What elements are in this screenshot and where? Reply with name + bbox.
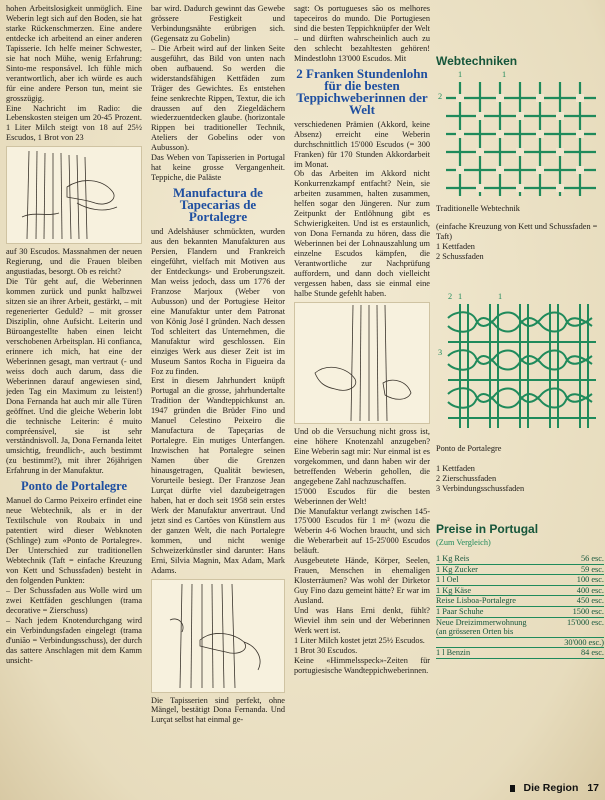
- section-heading: 2 Franken Stundenlohn für die besten Teppichweberinnen der Welt: [296, 65, 428, 117]
- price-row: [436, 618, 604, 638]
- paragraph: Und ob die Versuchung nicht gross ist, eine höhere Knotenzahl anzugeben? Eine Weberin sagt mir: Nur einmal ist es vorgekommen, und dann haben wir der betreffenden Weberin gehollen, die angegebene Zahl nachzuschaffen.: [294, 426, 430, 486]
- page-footer: [504, 782, 599, 794]
- prices-title: Preise in Portugal: [436, 522, 539, 536]
- price-item: 1 Kg Zucker: [436, 564, 478, 574]
- paragraph: hohen Arbeitslosigkeit unmöglich. Eine Weberin legt sich auf den Boden, sie hat starke Rückenschmerzen. Eine andere entdecke ich arbeitend an einer anderen Tapisserie. Ich helfe meiner Schwester, sie hat noch Mühe, wenig Erfahrung: Sinto-me responsável. Ich fühle mich verantwortlich, aber ich würde es auch für eine andere Person tun, meint sie grosszügig.: [6, 4, 142, 103]
- price-item: 1 Paar Schuhe: [436, 606, 484, 616]
- price-value: 59 esc.: [580, 564, 604, 574]
- paragraph: verschiedenen Prämien (Akkord, keine Absenz) erreicht eine Weberin durchschnittlich 15'000 Escudos (= 300 Franken) für 170 Stunden Akkordarbeit im Monat.: [294, 119, 430, 169]
- sketch-hands-weaving: [6, 146, 142, 244]
- price-row: [436, 554, 604, 565]
- legend-item: 1 Kettfaden: [436, 464, 475, 473]
- price-item: 1 Kg Käse: [436, 585, 472, 595]
- price-value: 30'000 esc.): [564, 637, 604, 647]
- price-row: [436, 648, 604, 659]
- paragraph: Ob das Arbeiten im Akkord nicht Konkurrenzkampf entfacht? Nein, sie arbeiten zusammen, halten zusammen, helfen sogar den Jüngeren. Nur zum Zeitpunkt der Entlöhnung gibt es Schwierigkeiten. Und ist es erstaunlich, von Dona Fernanda zu hören, dass die Weberinnen bei der Lohnauszahlung um einzelne Escudos kämpfen, die Verantwortliche zur Nachprüfung auffordern, und dann doch vielleicht vergessen haben, dass sie einmal eine halbe Stunde gefehlt haben.: [294, 169, 430, 298]
- price-row: [436, 596, 604, 607]
- sketch-loom-hands: [294, 302, 430, 424]
- paragraph: Die Tür geht auf, die Weberinnen kommen zurück und punkt halbzwei sitzen sie an ihrer Arbeit, gestärkt, – mit regenerierter Geduld? – mit grosser Disziplin, ohne Aufsicht. Leiterin und Büroangestellte haben einen leicht verschobenen Arbeitsplan. Hi confianca, erinnere ich mich, hat eine der Weberinnen gesagt, man vertraut (- und weiss doch auch darum, dass die Weberinnen darauf angewiesen sind, jeden Tag ein Maximum zu leisten!) Dona Fernanda hat auch mir alle Türen geöffnet. Und die gleiche Weberin lobt die technische Leiterin: é muito compréensível, sie ist sehr verständnisvoll. Ja, Dona Fernanda leitet umsichtig, freundlich-, auch bestimmt (zu bestimmt?), mit ihrer 26jährigen Erfahrung in der Manufaktur.: [6, 277, 142, 476]
- price-row: [436, 586, 604, 597]
- section-heading: Manufactura de Tapecarias de Portalegre: [173, 185, 263, 225]
- price-value: 100 esc.: [576, 575, 604, 585]
- price-item: Neue Dreizimmerwohnung (an grösseren Orten bis: [436, 617, 527, 637]
- legend-item: 2 Schussfaden: [436, 252, 484, 261]
- paragraph: 1 Liter Milch kostet jetzt 25½ Escudos.: [294, 635, 425, 645]
- diagram-label: 1: [458, 70, 463, 79]
- caption: Ponto de Portalegre: [436, 444, 502, 453]
- paragraph: und Adelshäuser schmückten, wurden aus den bekannten Manufakturen aus Persien, Flandern und Frankreich eingeführt, vielfach mit Motiven aus der Entdeckungs- und Eroberungszeit. Man weiss jedoch, dass um 1776 der Franzose Marjoux (Weber von Aubusson) und der Portugiese Heitor eine Manufaktur unter dem Patronat von König José I gründen. Nach dessen Tod schleitert das Unternehmen, die Manufaktur wird geschlossen. Ein einziges Werk aus dieser Zeit ist im Museum Santos Rocha in Figueira da Foz zu finden.: [151, 227, 285, 376]
- price-list: [436, 554, 604, 659]
- paragraph: auf 30 Escudos. Massnahmen der neuen Regierung, und die Frauen bleiben angustiadas, besorgt. Ob es reicht?: [6, 247, 142, 277]
- legend-item: 2 Zierschussfaden: [436, 474, 497, 483]
- paragraph: 1 Brot 30 Escudos.: [294, 645, 358, 655]
- paragraph: Eine Nachricht im Radio: die Lebenskosten steigen um 20-45 Prozent. 1 Liter Milch steigt von 18 auf 25½ Escudos, 1 Brot von 23: [6, 103, 142, 143]
- price-value: 450 esc.: [576, 596, 604, 606]
- price-item: 1 l Oel: [436, 575, 459, 585]
- legend-item: 3 Verbindungsschussfaden: [436, 484, 525, 493]
- price-value: 1500 esc.: [572, 606, 604, 616]
- price-value: 56 esc.: [580, 554, 604, 563]
- paragraph: bar wird. Dadurch gewinnt das Gewebe grössere Festigkeit und Verbindungsnähte erübrigen sich. (Gegensatz zu Gobelin): [151, 4, 285, 43]
- prices-subtitle: (Zum Vergleich): [436, 538, 491, 547]
- diagram-ponto-de-portalegre: [436, 292, 604, 432]
- diagram-label: 1: [458, 292, 463, 301]
- price-row: [436, 607, 604, 618]
- diagram-traditional-weave: [436, 70, 604, 200]
- column-3: [294, 4, 430, 794]
- caption: Traditionelle Webtechnik: [436, 204, 520, 213]
- column-1: [6, 4, 142, 794]
- magazine-name: Die Region: [523, 782, 579, 794]
- paragraph: Die Tapisserien sind perfekt, ohne Mängel, bestätigt Dona Fernanda. Und Lurçat selbst hat einmal ge-: [151, 695, 285, 725]
- price-value: 400 esc.: [576, 585, 604, 595]
- paragraph: 15'000 Escudos für die besten Weberinnen der Welt!: [294, 486, 430, 506]
- diagram-label: 3: [438, 348, 443, 357]
- paragraph: Und was Hans Erni denkt, fühlt? Wieviel ihm sein und der Weberinnen Werk wert ist.: [294, 606, 430, 635]
- paragraph: Das Weben von Tapisserien in Portugal hat keine grosse Vergangenheit. Teppiche, die Paläste: [151, 153, 285, 183]
- price-item: 1 l Benzin: [436, 648, 471, 658]
- paragraph: – Der Schussfaden aus Wolle wird um zwei Kettfäden geschlungen (trama decorative = Zierschuss): [6, 585, 142, 615]
- sketch-weaver-hands: [151, 579, 285, 693]
- paragraph: sagt: Os portugueses são os melhores tapeceiros do mundo. Die Portugiesen sind die besten Teppichknüpfer der Welt – und dürften wahrscheinlich auch zu den schlecht bezahltesten gehören! Mindestlohn 13'000 Escudos. Mit: [294, 4, 430, 63]
- diagram-label: 1: [502, 70, 507, 79]
- paragraph: Ausgebeutete Hände, Körper, Seelen, Frauen, Menschen in ehemaligen Klosterräumen? Was wohl der Dirketor Guy Fino dazu gemeint hätte? Er war im Ausland.: [294, 556, 430, 606]
- price-row: [436, 575, 604, 586]
- legend-item: 1 Kettfaden: [436, 242, 475, 251]
- section-heading: Ponto de Portalegre: [21, 479, 127, 494]
- diagram-label: 1: [498, 292, 503, 301]
- price-row: [436, 565, 604, 576]
- page-number: 17: [587, 782, 599, 794]
- end-mark-icon: [510, 785, 515, 792]
- column-2: [151, 4, 285, 794]
- diagram-label: 2: [448, 292, 453, 301]
- diagram-label: 2: [438, 92, 443, 101]
- paragraph: Keine «Himmelsspeck»-Zeiten für portugiesische Wandteppichweberinnen.: [294, 655, 430, 675]
- paragraph: Die Manufaktur verlangt zwischen 145-175'000 Escudos für 1 m² (wozu die Weberin 4-6 Wochen braucht, und sich die Weberarbeit auf 15-25'000 Escudos beläuft.: [294, 506, 430, 556]
- price-row: [436, 638, 604, 649]
- caption: (einfache Kreuzung von Kett und Schussfaden = Taft): [436, 222, 598, 241]
- sidebar-title: Webtechniken: [436, 54, 518, 68]
- price-item: Reise Lisboa-Portalegre: [436, 596, 516, 606]
- price-item: 1 Kg Reis: [436, 554, 470, 563]
- sidebar-webtechniken: [436, 52, 604, 797]
- price-value: 15'000 esc.: [567, 617, 604, 627]
- paragraph: Erst in diesem Jahrhundert knüpft Portugal an die grosse, jahrhundertalte Tradition der Wandteppichkunst an. 1947 gründen die Brüder Fino und Manuel Celestino Peixeiro die Manufactura de Tapeçarias de Portalegre. Ein mutiges Unterfangen. Inzwischen hat Portalegre seinen Namen über die Grenzen hinausgetragen, Qualität bewiesen, Vorurteile besiegt. Der Franzose Jean Lurçat dürfte viel dazubeigetragen haben, hat er doch seit 1958 sein erstes Werk der Manufaktur anvertraut. Und jetzt sind es Cartões von Künstlern aus der ganzen Welt, die nach Portalegre kommen, und nicht wenige Schweizerkünstler sind darunter: Hans Erni, Silvia Magnin, Max Adam, Mark Adams.: [151, 376, 285, 575]
- price-value: 84 esc.: [580, 648, 604, 658]
- paragraph: Manuel do Carmo Peixeiro erfindet eine neue Webtechnik, als er in der Textilschule von Roubaix in und patentiert wird dieser Webknoten (Schlinge) zum «Ponto de Portalegre». Der Unterschied zur traditionellen Webtechnik (Taft = einfache Kreuzung von Kett und Schussfaden) besteht in den folgenden Punkten:: [6, 496, 142, 585]
- paragraph: – Nach jedem Knotendurchgang wird ein Verbindungsfaden eingelegt (trama d'união = Verbindungsschuss), der durch das sattere Anschlagen mit dem Kamm unsicht-: [6, 615, 142, 665]
- paragraph: – Die Arbeit wird auf der linken Seite ausgeführt, das Bild von unten nach oben aufbauend. So werden die widerstandsfähigen Kettfäden zum Träger des Gewichtes. Es entstehen feine senkrechte Rippen, Textur, die ich draussen auf den Ziegeldächern wiederzuentdecken glaube. (horizontale Rippen bei traditioneller Technik, Ateliers der Gobelins oder von Aubusson).: [151, 43, 285, 153]
